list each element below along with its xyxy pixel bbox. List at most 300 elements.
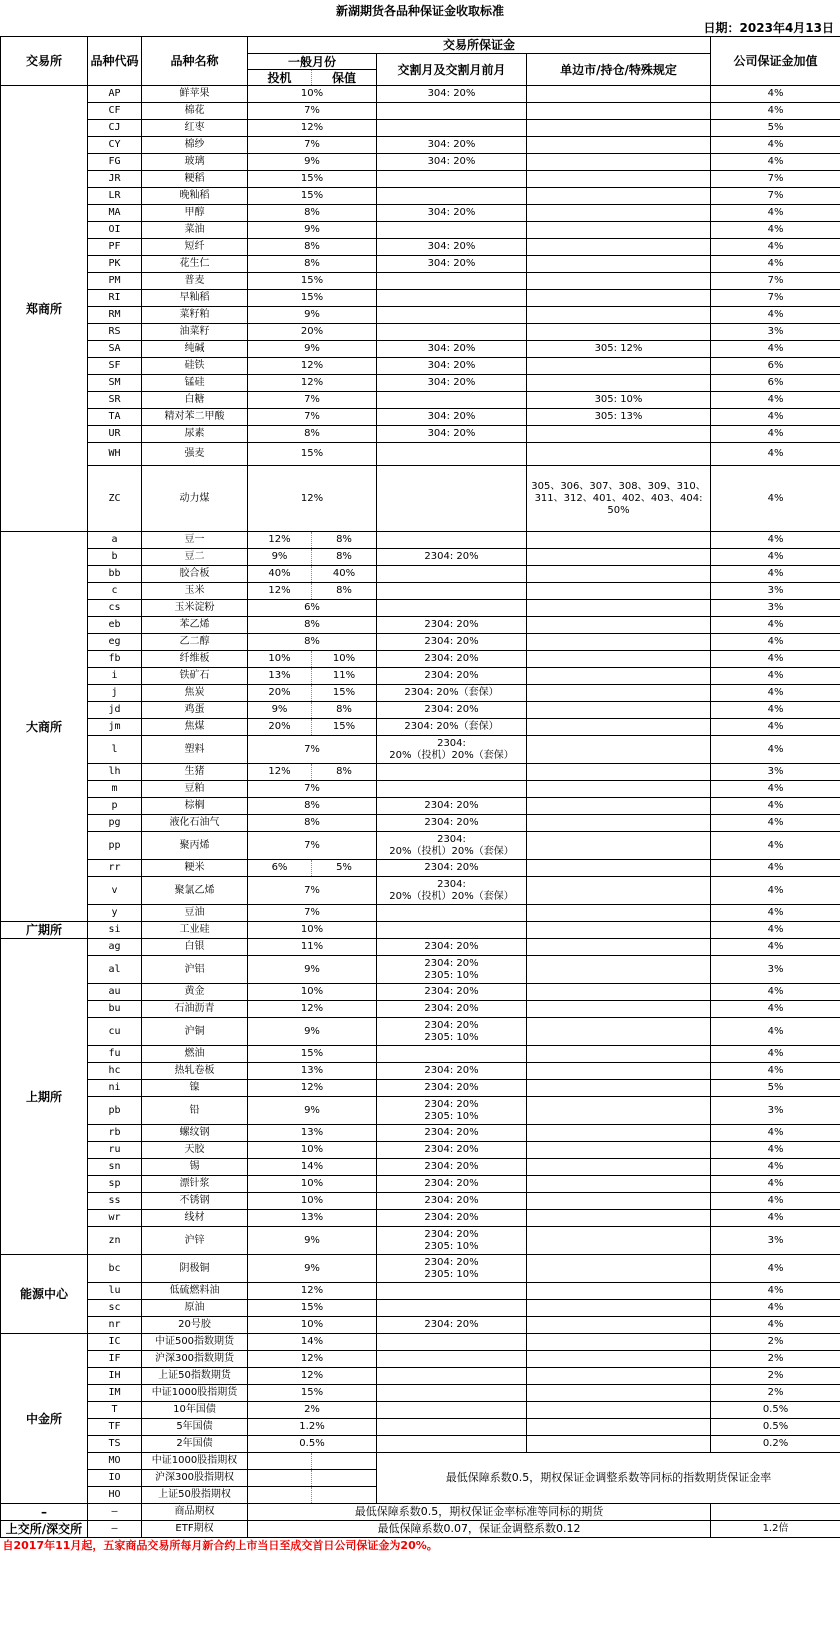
- code-cell: OI: [88, 222, 142, 239]
- unilateral-cell: [527, 1097, 711, 1125]
- code-cell: fb: [88, 651, 142, 668]
- general-margin-cell: 8%: [248, 798, 377, 815]
- table-row: [1, 120, 840, 137]
- name-cell: 纤维板: [142, 651, 248, 668]
- delivery-margin-cell: [377, 307, 527, 324]
- name-cell: 豆油: [142, 905, 248, 922]
- code-cell: lu: [88, 1283, 142, 1300]
- company-margin-cell: 2%: [711, 1334, 840, 1351]
- delivery-margin-cell: 304: 20%: [377, 409, 527, 426]
- company-margin-cell: 0.5%: [711, 1402, 840, 1419]
- delivery-margin-cell: 2304: 20%: [377, 939, 527, 956]
- code-cell: UR: [88, 426, 142, 443]
- unilateral-cell: [527, 668, 711, 685]
- company-margin-cell: 4%: [711, 466, 840, 532]
- company-margin-cell: 4%: [711, 443, 840, 466]
- company-margin-cell: 4%: [711, 1193, 840, 1210]
- speculation-cell: 12%: [248, 583, 312, 600]
- code-cell: cu: [88, 1018, 142, 1046]
- unilateral-cell: [527, 307, 711, 324]
- table-row: [1, 600, 840, 617]
- table-row: [1, 651, 840, 668]
- company-margin-cell: 4%: [711, 939, 840, 956]
- table-row: [1, 566, 840, 583]
- exchange-cell: 能源中心: [1, 1255, 88, 1334]
- speculation-cell: 12%: [248, 764, 312, 781]
- name-cell: 焦煤: [142, 719, 248, 736]
- code-cell: MA: [88, 205, 142, 222]
- code-cell: ru: [88, 1142, 142, 1159]
- unilateral-cell: [527, 1402, 711, 1419]
- code-cell: au: [88, 984, 142, 1001]
- unilateral-cell: [527, 205, 711, 222]
- company-margin-cell: 4%: [711, 922, 840, 939]
- table-row: [1, 583, 840, 600]
- name-cell: 菜油: [142, 222, 248, 239]
- code-cell: RI: [88, 290, 142, 307]
- table-row: [1, 1080, 840, 1097]
- unilateral-cell: [527, 702, 711, 719]
- delivery-margin-cell: 2304: 20%: [377, 549, 527, 566]
- speculation-cell: 9%: [248, 549, 312, 566]
- unilateral-cell: [527, 1080, 711, 1097]
- general-margin-cell: 8%: [248, 634, 377, 651]
- company-margin-cell: 5%: [711, 120, 840, 137]
- table-row: [1, 634, 840, 651]
- exchange-cell: 中金所: [1, 1334, 88, 1504]
- name-cell: 鲜苹果: [142, 86, 248, 103]
- table-row: [1, 1210, 840, 1227]
- name-cell: 棉花: [142, 103, 248, 120]
- name-cell: 低硫燃料油: [142, 1283, 248, 1300]
- delivery-margin-cell: 2304: 20%: [377, 1080, 527, 1097]
- name-cell: 晚籼稻: [142, 188, 248, 205]
- delivery-margin-cell: 304: 20%: [377, 426, 527, 443]
- name-cell: 2年国债: [142, 1436, 248, 1453]
- general-margin-cell: 9%: [248, 1018, 377, 1046]
- delivery-margin-cell: 2304: 20%: [377, 617, 527, 634]
- delivery-margin-cell: 2304: 20%: [377, 1001, 527, 1018]
- company-margin-cell: 2%: [711, 1385, 840, 1402]
- name-cell: 精对苯二甲酸: [142, 409, 248, 426]
- hedge-cell: 40%: [312, 566, 377, 583]
- delivery-margin-cell: [377, 566, 527, 583]
- code-cell: IF: [88, 1351, 142, 1368]
- general-margin-cell: 12%: [248, 1001, 377, 1018]
- name-cell: 中证1000股指期货: [142, 1385, 248, 1402]
- exchange-cell: 上交所/深交所: [1, 1521, 88, 1538]
- name-cell: 黄金: [142, 984, 248, 1001]
- company-margin-cell: 3%: [711, 583, 840, 600]
- code-cell: v: [88, 877, 142, 905]
- table-row: [1, 1001, 840, 1018]
- name-cell: 花生仁: [142, 256, 248, 273]
- unilateral-cell: [527, 1176, 711, 1193]
- code-cell: IM: [88, 1385, 142, 1402]
- name-cell: 纯碱: [142, 341, 248, 358]
- general-margin-cell: 9%: [248, 956, 377, 984]
- table-row: [1, 905, 840, 922]
- company-margin-cell: 4%: [711, 984, 840, 1001]
- name-cell: 中证1000股指期权: [142, 1453, 248, 1470]
- general-margin-cell: 8%: [248, 256, 377, 273]
- company-margin-cell: 4%: [711, 1300, 840, 1317]
- table-row: [1, 1300, 840, 1317]
- hedge-cell: 11%: [312, 668, 377, 685]
- general-margin-cell: 12%: [248, 1351, 377, 1368]
- company-margin-cell: 4%: [711, 651, 840, 668]
- table-row: [1, 341, 840, 358]
- general-margin-cell: 9%: [248, 1255, 377, 1283]
- unilateral-cell: [527, 239, 711, 256]
- name-cell: 螺纹钢: [142, 1125, 248, 1142]
- unilateral-cell: [527, 651, 711, 668]
- table-row: [1, 1283, 840, 1300]
- general-margin-cell: 15%: [248, 1046, 377, 1063]
- name-cell: 天胶: [142, 1142, 248, 1159]
- table-row: [1, 1334, 840, 1351]
- name-cell: 红枣: [142, 120, 248, 137]
- delivery-margin-cell: 2304: 20%: [377, 651, 527, 668]
- delivery-margin-cell: 304: 20%: [377, 239, 527, 256]
- table-row: [1, 1351, 840, 1368]
- company-margin-cell: 4%: [711, 222, 840, 239]
- page-title: 新湖期货各品种保证金收取标准: [335, 4, 504, 18]
- exchange-cell: –: [1, 1504, 88, 1521]
- table-row: [1, 1521, 840, 1538]
- name-cell: 甲醇: [142, 205, 248, 222]
- exchange-cell: 郑商所: [1, 86, 88, 532]
- speculation-cell: 10%: [248, 651, 312, 668]
- general-margin-cell: 13%: [248, 1210, 377, 1227]
- company-margin-cell: 3%: [711, 956, 840, 984]
- name-cell: 沪铝: [142, 956, 248, 984]
- company-margin-cell: 2%: [711, 1368, 840, 1385]
- table-row: [1, 1176, 840, 1193]
- code-cell: RM: [88, 307, 142, 324]
- name-cell: 白糖: [142, 392, 248, 409]
- company-margin-cell: 4%: [711, 781, 840, 798]
- unilateral-cell: [527, 443, 711, 466]
- code-cell: wr: [88, 1210, 142, 1227]
- hedge-cell: 15%: [312, 685, 377, 702]
- company-margin-cell: 4%: [711, 205, 840, 222]
- delivery-margin-cell: [377, 290, 527, 307]
- code-cell: CF: [88, 103, 142, 120]
- general-margin-cell: 12%: [248, 1283, 377, 1300]
- general-margin-cell: 15%: [248, 443, 377, 466]
- unilateral-cell: [527, 103, 711, 120]
- unilateral-cell: [527, 685, 711, 702]
- header-unilateral: 单边市/持仓/特殊规定: [527, 54, 711, 86]
- general-margin-cell: 10%: [248, 1142, 377, 1159]
- unilateral-cell: [527, 583, 711, 600]
- company-margin-cell: 4%: [711, 1125, 840, 1142]
- company-margin-cell: 3%: [711, 1097, 840, 1125]
- note-cell: 最低保障系数0.5，期权保证金率标准等同标的期货: [248, 1504, 711, 1521]
- exchange-cell: 大商所: [1, 532, 88, 922]
- code-cell: IH: [88, 1368, 142, 1385]
- general-margin-cell: 9%: [248, 1227, 377, 1255]
- speculation-cell: 13%: [248, 668, 312, 685]
- company-margin-cell: 7%: [711, 290, 840, 307]
- table-row: [1, 1419, 840, 1436]
- speculation-cell: 9%: [248, 702, 312, 719]
- general-margin-cell: 9%: [248, 341, 377, 358]
- code-cell: bb: [88, 566, 142, 583]
- table-row: [1, 239, 840, 256]
- table-row: [1, 1436, 840, 1453]
- name-cell: 玻璃: [142, 154, 248, 171]
- company-margin-cell: 0.5%: [711, 1419, 840, 1436]
- delivery-margin-cell: 2304: 20%: [377, 798, 527, 815]
- table-row: [1, 877, 840, 905]
- exchange-cell: 广期所: [1, 922, 88, 939]
- delivery-margin-cell: 304: 20%: [377, 358, 527, 375]
- unilateral-cell: [527, 120, 711, 137]
- delivery-margin-cell: [377, 1046, 527, 1063]
- delivery-margin-cell: 304: 20%: [377, 86, 527, 103]
- name-cell: 粳稻: [142, 171, 248, 188]
- company-margin-cell: 4%: [711, 1210, 840, 1227]
- code-cell: pp: [88, 832, 142, 860]
- code-cell: PF: [88, 239, 142, 256]
- code-cell: rb: [88, 1125, 142, 1142]
- general-margin-cell: 10%: [248, 86, 377, 103]
- unilateral-cell: [527, 1351, 711, 1368]
- company-margin-cell: 4%: [711, 256, 840, 273]
- table-row: [1, 1097, 840, 1125]
- general-margin-cell: 7%: [248, 832, 377, 860]
- code-cell: LR: [88, 188, 142, 205]
- delivery-margin-cell: 2304: 20%（投机）20%（套保）: [377, 877, 527, 905]
- unilateral-cell: [527, 358, 711, 375]
- code-cell: jd: [88, 702, 142, 719]
- name-cell: 白银: [142, 939, 248, 956]
- delivery-margin-cell: [377, 222, 527, 239]
- name-cell: 阴极铜: [142, 1255, 248, 1283]
- company-margin-cell: 4%: [711, 736, 840, 764]
- table-row: [1, 137, 840, 154]
- name-cell: 早籼稻: [142, 290, 248, 307]
- table-row: [1, 1142, 840, 1159]
- unilateral-cell: [527, 1300, 711, 1317]
- delivery-margin-cell: 304: 20%: [377, 341, 527, 358]
- header-exchange-margin: 交易所保证金: [248, 37, 711, 54]
- general-margin-cell: 9%: [248, 222, 377, 239]
- unilateral-cell: [527, 1159, 711, 1176]
- delivery-margin-cell: [377, 392, 527, 409]
- code-cell: bc: [88, 1255, 142, 1283]
- general-margin-cell: 12%: [248, 1368, 377, 1385]
- general-margin-cell: 15%: [248, 1385, 377, 1402]
- name-cell: 生猪: [142, 764, 248, 781]
- delivery-margin-cell: [377, 1334, 527, 1351]
- unilateral-cell: [527, 956, 711, 984]
- table-row: [1, 188, 840, 205]
- delivery-margin-cell: [377, 1419, 527, 1436]
- company-margin-cell: 4%: [711, 103, 840, 120]
- company-margin-cell: 4%: [711, 832, 840, 860]
- name-cell: 沪锌: [142, 1227, 248, 1255]
- footnote-row: [1, 1538, 840, 1554]
- code-cell: ss: [88, 1193, 142, 1210]
- unilateral-cell: [527, 375, 711, 392]
- code-cell: –: [88, 1504, 142, 1521]
- code-cell: CY: [88, 137, 142, 154]
- code-cell: lh: [88, 764, 142, 781]
- company-margin-cell: 4%: [711, 566, 840, 583]
- name-cell: 线材: [142, 1210, 248, 1227]
- unilateral-cell: [527, 532, 711, 549]
- speculation-cell: [248, 1487, 312, 1504]
- name-cell: 原油: [142, 1300, 248, 1317]
- name-cell: 中证500指数期货: [142, 1334, 248, 1351]
- table-row: [1, 922, 840, 939]
- delivery-margin-cell: 2304: 20%（套保）: [377, 685, 527, 702]
- delivery-margin-cell: [377, 583, 527, 600]
- delivery-margin-cell: 2304: 20%（套保）: [377, 719, 527, 736]
- unilateral-cell: [527, 1227, 711, 1255]
- footnote: 自2017年11月起，五家商品交易所每月新合约上市当日至成交首日公司保证金为20%。: [1, 1538, 840, 1554]
- delivery-margin-cell: 2304: 20%（投机）20%（套保）: [377, 736, 527, 764]
- company-margin-cell: 3%: [711, 764, 840, 781]
- unilateral-cell: [527, 1334, 711, 1351]
- general-margin-cell: 2%: [248, 1402, 377, 1419]
- delivery-margin-cell: 2304: 20%: [377, 1142, 527, 1159]
- hedge-cell: [312, 1453, 377, 1470]
- company-margin-cell: 4%: [711, 1063, 840, 1080]
- code-cell: PM: [88, 273, 142, 290]
- name-cell: 石油沥青: [142, 1001, 248, 1018]
- code-cell: cs: [88, 600, 142, 617]
- unilateral-cell: [527, 86, 711, 103]
- code-cell: p: [88, 798, 142, 815]
- header-code: 品种代码: [88, 37, 142, 86]
- delivery-margin-cell: 2304: 20% 2305: 10%: [377, 1097, 527, 1125]
- company-margin-cell: 7%: [711, 188, 840, 205]
- code-cell: JR: [88, 171, 142, 188]
- code-cell: SR: [88, 392, 142, 409]
- unilateral-cell: [527, 1125, 711, 1142]
- delivery-margin-cell: 2304: 20%: [377, 1193, 527, 1210]
- unilateral-cell: [527, 798, 711, 815]
- hedge-cell: 8%: [312, 583, 377, 600]
- general-margin-cell: 7%: [248, 409, 377, 426]
- company-margin-cell: 3%: [711, 1227, 840, 1255]
- unilateral-cell: [527, 1001, 711, 1018]
- code-cell: ag: [88, 939, 142, 956]
- name-cell: 塑料: [142, 736, 248, 764]
- table-row: [1, 668, 840, 685]
- hedge-cell: 8%: [312, 764, 377, 781]
- code-cell: j: [88, 685, 142, 702]
- general-margin-cell: 15%: [248, 188, 377, 205]
- delivery-margin-cell: [377, 171, 527, 188]
- table-row: [1, 290, 840, 307]
- company-margin-cell: 4%: [711, 877, 840, 905]
- delivery-margin-cell: 2304: 20%: [377, 984, 527, 1001]
- unilateral-cell: [527, 256, 711, 273]
- delivery-margin-cell: [377, 188, 527, 205]
- company-margin-cell: 4%: [711, 426, 840, 443]
- table-row: [1, 984, 840, 1001]
- general-margin-cell: 10%: [248, 1193, 377, 1210]
- general-margin-cell: 15%: [248, 1300, 377, 1317]
- general-margin-cell: 0.5%: [248, 1436, 377, 1453]
- table-row: [1, 1046, 840, 1063]
- company-margin-cell: [711, 1504, 840, 1521]
- table-row: [1, 307, 840, 324]
- general-margin-cell: 13%: [248, 1125, 377, 1142]
- company-margin-cell: 4%: [711, 860, 840, 877]
- table-row: [1, 798, 840, 815]
- general-margin-cell: 12%: [248, 120, 377, 137]
- speculation-cell: 12%: [248, 532, 312, 549]
- header-general-month: 一般月份: [248, 54, 377, 70]
- table-row: [1, 832, 840, 860]
- table-row: [1, 736, 840, 764]
- general-margin-cell: 6%: [248, 600, 377, 617]
- table-row: [1, 1018, 840, 1046]
- unilateral-cell: [527, 566, 711, 583]
- code-cell: b: [88, 549, 142, 566]
- table-row: [1, 222, 840, 239]
- delivery-margin-cell: 2304: 20% 2305: 10%: [377, 1255, 527, 1283]
- name-cell: 沪深300股指期权: [142, 1470, 248, 1487]
- delivery-margin-cell: 2304: 20%: [377, 815, 527, 832]
- delivery-margin-cell: [377, 443, 527, 466]
- header-hedge: 保值: [312, 70, 377, 86]
- unilateral-cell: [527, 1317, 711, 1334]
- code-cell: c: [88, 583, 142, 600]
- table-row: [1, 256, 840, 273]
- table-row: [1, 1402, 840, 1419]
- company-margin-cell: 4%: [711, 668, 840, 685]
- code-cell: a: [88, 532, 142, 549]
- speculation-cell: 20%: [248, 719, 312, 736]
- name-cell: 普麦: [142, 273, 248, 290]
- code-cell: TA: [88, 409, 142, 426]
- unilateral-cell: [527, 781, 711, 798]
- general-margin-cell: 7%: [248, 103, 377, 120]
- delivery-margin-cell: [377, 1368, 527, 1385]
- code-cell: ZC: [88, 466, 142, 532]
- name-cell: 豆一: [142, 532, 248, 549]
- delivery-margin-cell: 2304: 20%（投机）20%（套保）: [377, 832, 527, 860]
- delivery-margin-cell: [377, 1402, 527, 1419]
- code-cell: si: [88, 922, 142, 939]
- table-row: [1, 1317, 840, 1334]
- code-cell: sp: [88, 1176, 142, 1193]
- name-cell: 豆二: [142, 549, 248, 566]
- delivery-margin-cell: [377, 103, 527, 120]
- table-row: [1, 375, 840, 392]
- name-cell: 铁矿石: [142, 668, 248, 685]
- unilateral-cell: [527, 1419, 711, 1436]
- general-margin-cell: 12%: [248, 466, 377, 532]
- table-row: [1, 1453, 840, 1470]
- general-margin-cell: 14%: [248, 1334, 377, 1351]
- code-cell: RS: [88, 324, 142, 341]
- table-row: [1, 205, 840, 222]
- unilateral-cell: [527, 188, 711, 205]
- speculation-cell: 6%: [248, 860, 312, 877]
- table-row: [1, 764, 840, 781]
- delivery-margin-cell: 304: 20%: [377, 205, 527, 222]
- name-cell: 强麦: [142, 443, 248, 466]
- company-margin-cell: 4%: [711, 815, 840, 832]
